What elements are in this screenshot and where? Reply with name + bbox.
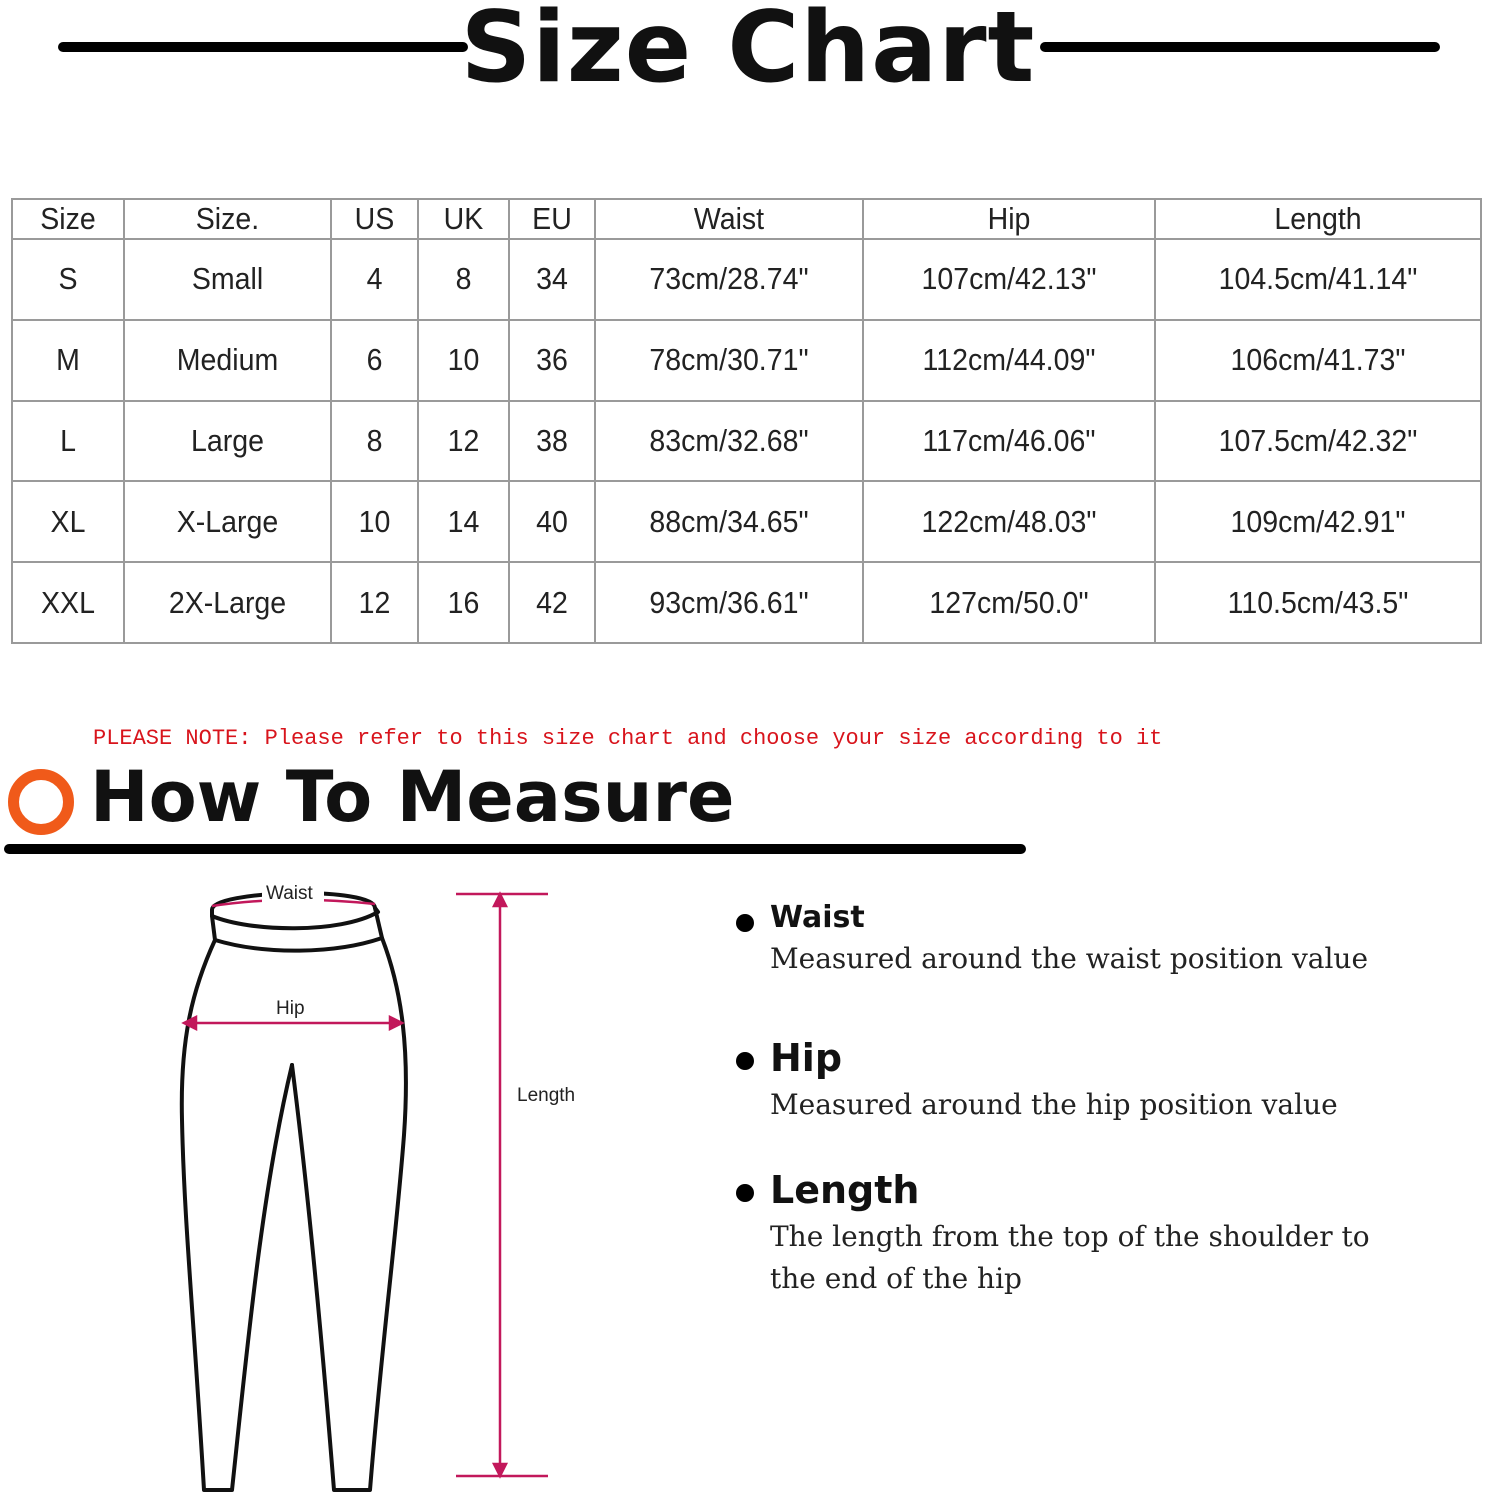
length-arrow-top [494,894,506,906]
table-cell: 4 [334,239,414,320]
table-cell: 122cm/48.03" [875,481,1144,562]
diagram-label-waist: Waist [266,883,313,904]
table-header-row [12,199,1481,239]
table-cell: 107cm/42.13" [875,239,1144,320]
measure-rule [4,844,1026,854]
table-cell: X-Large [132,481,322,562]
table-cell: 12 [422,401,506,482]
table-cell: 38 [512,401,591,482]
table-cell: 110.5cm/43.5" [1168,562,1468,643]
table-cell: 14 [422,481,506,562]
definition-term: Waist [770,900,865,935]
table-cell: 40 [512,481,591,562]
definition-desc: Measured around the waist position value [770,942,1369,975]
header-waist: Waist [606,199,853,239]
table-cell: 2X-Large [132,562,322,643]
header-size-name: Size. [132,199,322,239]
table-cell: 93cm/36.61" [606,562,853,643]
header-us: US [334,199,414,239]
table-cell: 42 [512,562,591,643]
diagram-label-length: Length [517,1085,576,1106]
table-cell: 83cm/32.68" [606,401,853,482]
table-cell: 10 [422,320,506,401]
size-table [11,198,1482,644]
definition-desc: The length from the top of the shoulder to [770,1220,1370,1253]
table-cell: 117cm/46.06" [875,401,1144,482]
table-cell: S [16,239,119,320]
table-row [12,562,1481,643]
table-row [12,401,1481,482]
table-row [12,320,1481,401]
table-cell: 106cm/41.73" [1168,320,1468,401]
table-cell: 109cm/42.91" [1168,481,1468,562]
table-cell: M [16,320,119,401]
header-eu: EU [512,199,591,239]
table-cell: 8 [422,239,506,320]
definition-term: Length [770,1168,920,1212]
definition-desc: the end of the hip [770,1262,1022,1295]
table-cell: Small [132,239,322,320]
table-row [12,481,1481,562]
table-cell: 10 [334,481,414,562]
table-cell: 78cm/30.71" [606,320,853,401]
table-cell: 34 [512,239,591,320]
header-hip: Hip [875,199,1144,239]
page-title: Size Chart [460,0,1036,105]
please-note: PLEASE NOTE: Please refer to this size chart and choose your size according to it [93,726,1163,751]
table-cell: 6 [334,320,414,401]
table-cell: 112cm/44.09" [875,320,1144,401]
header-uk: UK [422,199,506,239]
ring-icon [8,769,74,835]
pants-diagram [170,870,610,1495]
table-cell: 127cm/50.0" [875,562,1144,643]
measure-title: How To Measure [90,756,735,838]
diagram-label-hip: Hip [276,998,305,1019]
table-cell: XXL [16,562,119,643]
table-row [12,239,1481,320]
length-arrow-bottom [494,1464,506,1476]
table-cell: 36 [512,320,591,401]
table-cell: 8 [334,401,414,482]
table-cell: XL [16,481,119,562]
table-cell: 16 [422,562,506,643]
header-length: Length [1168,199,1468,239]
table-cell: 12 [334,562,414,643]
definition-desc: Measured around the hip position value [770,1088,1338,1121]
header-size: Size [16,199,119,239]
table-cell: 73cm/28.74" [606,239,853,320]
bullet-icon [736,914,754,932]
table-cell: 107.5cm/42.32" [1168,401,1468,482]
table-cell: Large [132,401,322,482]
table-cell: 104.5cm/41.14" [1168,239,1468,320]
definition-term: Hip [770,1036,843,1080]
bullet-icon [736,1052,754,1070]
table-cell: Medium [132,320,322,401]
bullet-icon [736,1184,754,1202]
table-cell: 88cm/34.65" [606,481,853,562]
table-cell: L [16,401,119,482]
